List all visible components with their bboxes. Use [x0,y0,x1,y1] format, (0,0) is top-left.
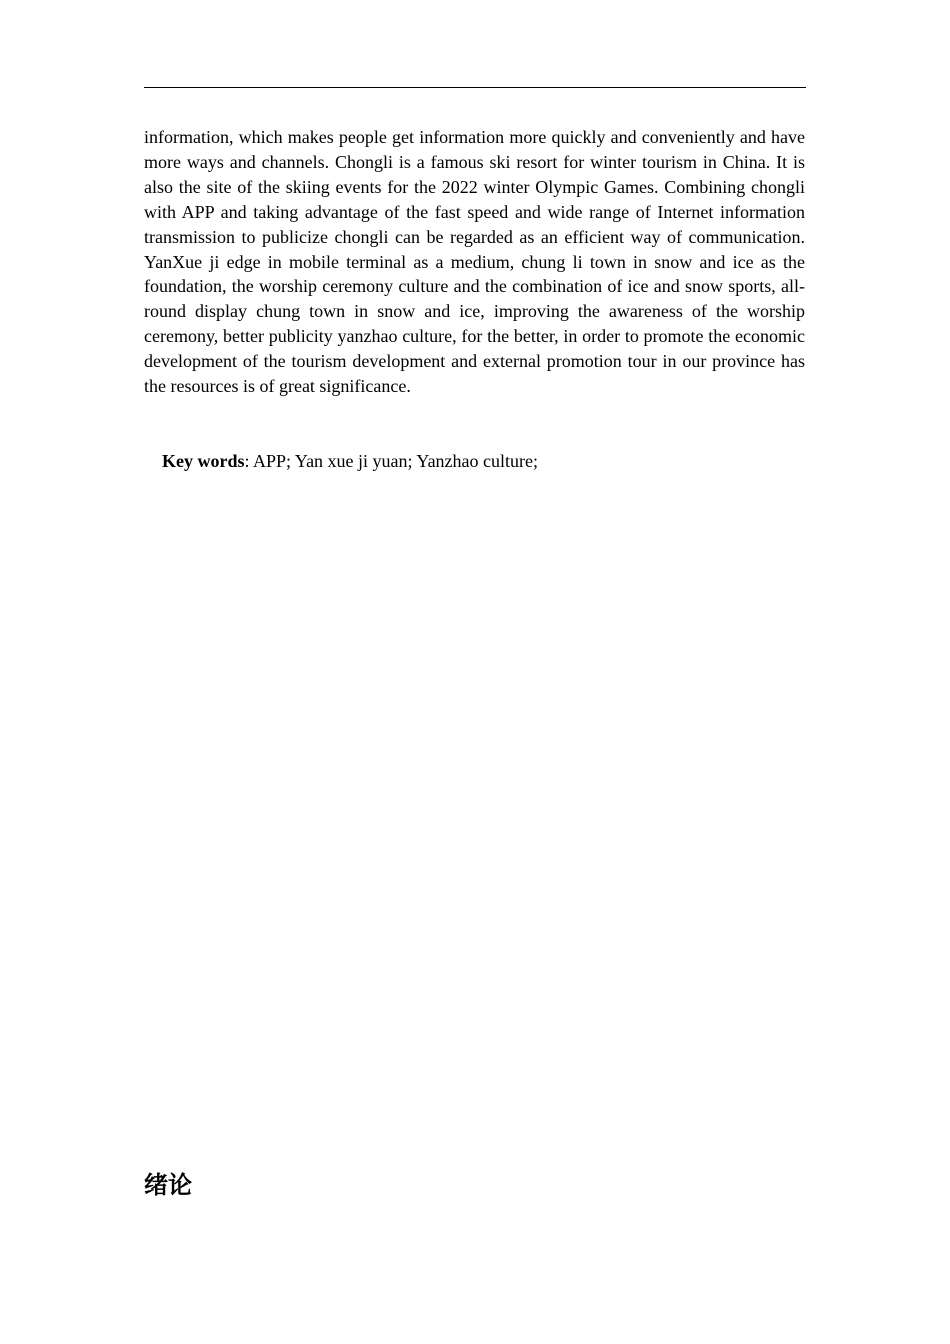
keywords-value: APP; Yan xue ji yuan; Yanzhao culture; [253,451,539,471]
keywords-separator: : [244,451,254,471]
keywords-line [162,449,802,473]
keywords-label: Key words [162,451,245,471]
section-heading-introduction: 绪论 [144,1171,192,1199]
abstract-paragraph: information, which makes people get information more quickly and conveniently and have more ways and channels. Chongli is a famous ski resort for winter tourism in China. It is also the site of the skiing events for the 2022 winter Olympic Games. Combining chongli with APP and taking advantage of the fast speed and wide range of Internet information transmission to publicize chongli can be regarded as an efficient way of communication. YanXue ji edge in mobile terminal as a medium, chung li town in snow and ice as the foundation, the worship ceremony culture and the combination of ice and snow sports, all-round display chung town in snow and ice, improving the awareness of the worship ceremony, better publicity yanzhao culture, for the better, in order to promote the economic development of the tourism development and external promotion tour in our province has the resources is of great significance. [144,127,805,397]
header-rule [144,87,806,88]
